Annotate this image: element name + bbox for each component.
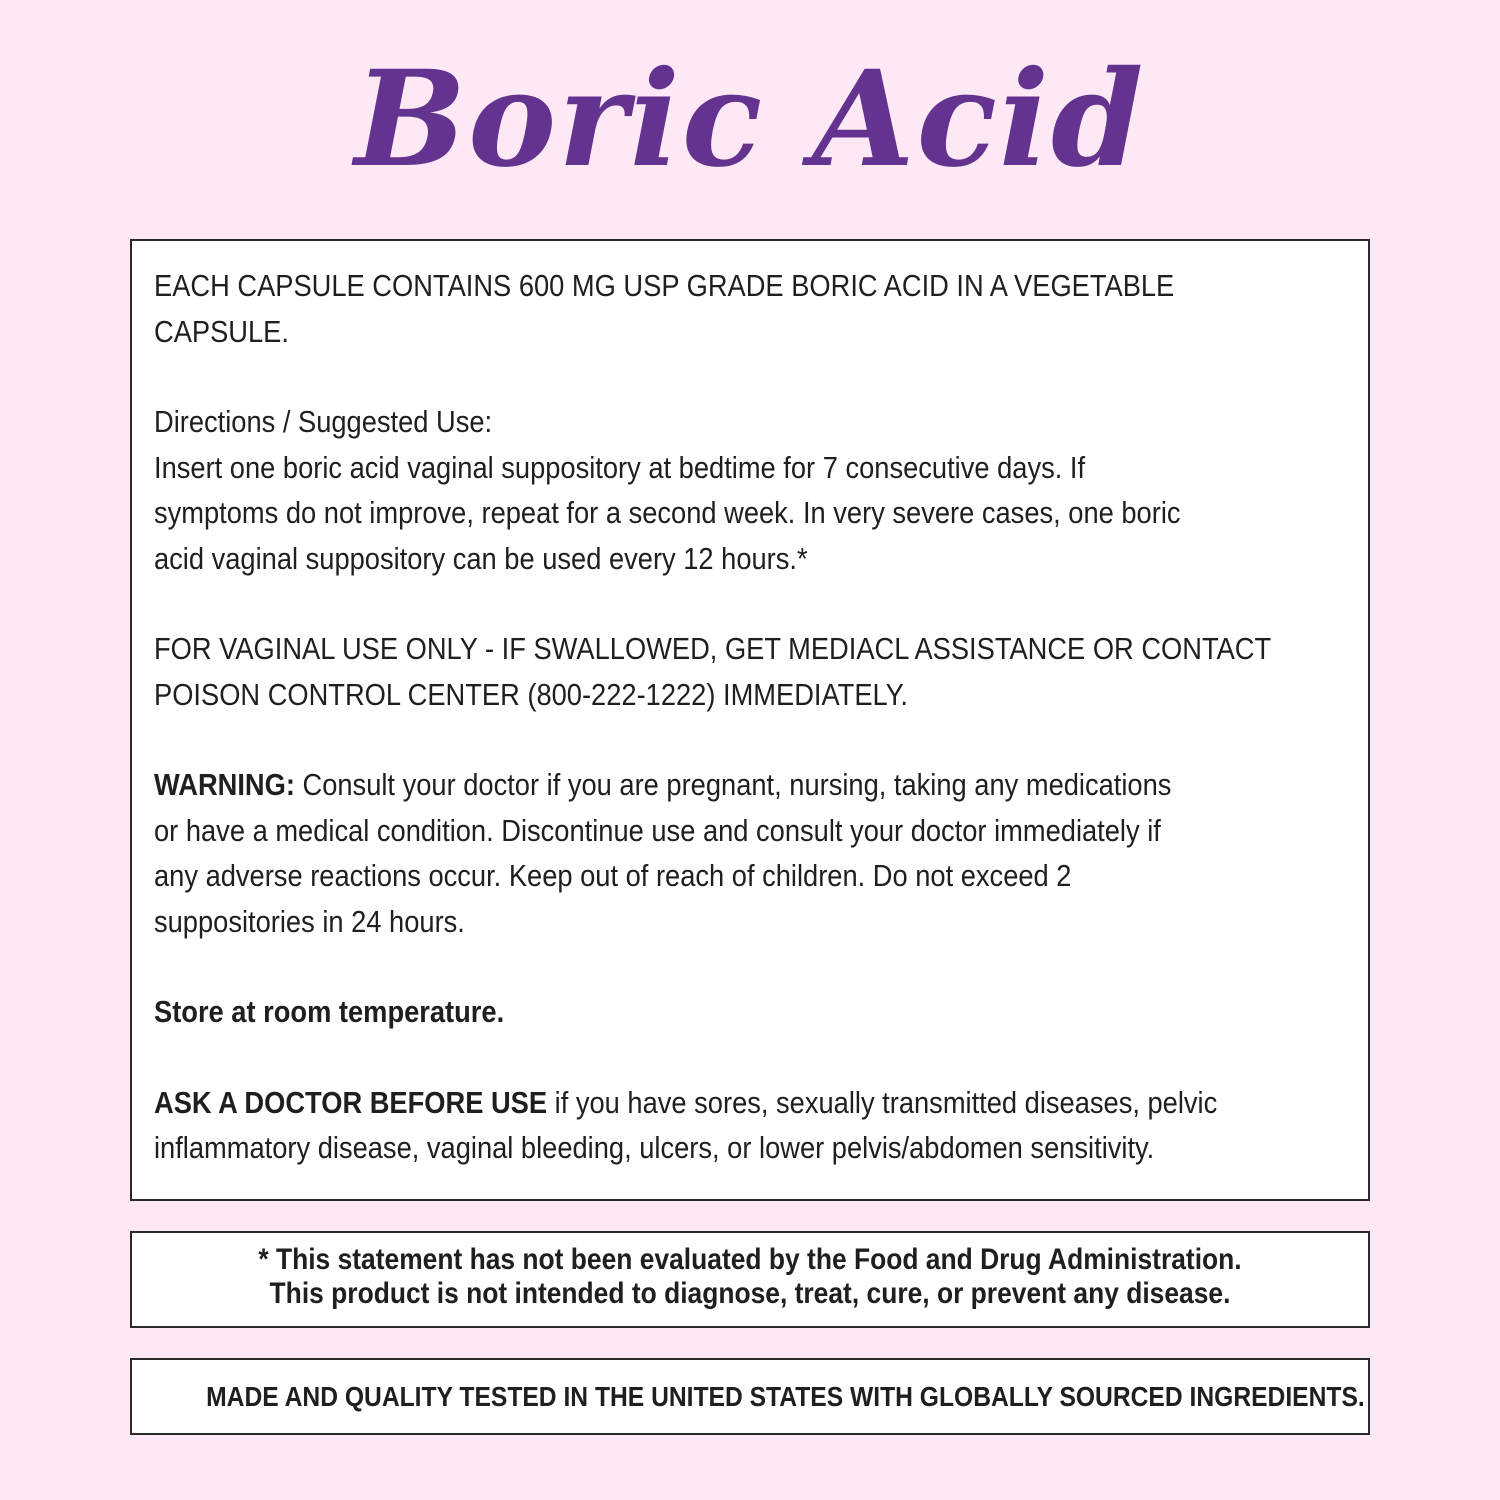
origin-panel xyxy=(130,1358,1370,1435)
vaginal-use-notice: FOR VAGINAL USE ONLY - IF SWALLOWED, GET MEDIACL ASSISTANCE OR CONTACT POISON CONTROL CENTER (800-222-1222) IMMEDIATELY. xyxy=(154,631,1272,712)
product-info-panel xyxy=(130,239,1370,1201)
ask-doctor-label: ASK A DOCTOR BEFORE USE xyxy=(154,1084,548,1120)
storage-text: Store at room temperature. xyxy=(154,994,505,1029)
page-title: Boric Acid xyxy=(354,42,1146,197)
disclaimer-line-1: * This statement has not been evaluated by the Food and Drug Administration. xyxy=(258,1243,1242,1276)
fda-disclaimer-panel xyxy=(130,1231,1370,1328)
directions-text: Insert one boric acid vaginal suppository at bedtime for 7 consecutive days. If symptoms do not improve, repeat for a second week. In very severe cases, one boric acid vaginal suppository can be used every 12 hours.* xyxy=(154,449,1181,576)
warning-label: WARNING: xyxy=(154,767,295,802)
directions-heading: Directions / Suggested Use: xyxy=(154,404,493,439)
disclaimer-line-2: This product is not intended to diagnose, treat, cure, or prevent any disease. xyxy=(269,1277,1231,1310)
origin-text: MADE AND QUALITY TESTED IN THE UNITED STATES WITH GLOBALLY SOURCED INGREDIENTS. xyxy=(206,1381,1365,1412)
warning-text: Consult your doctor if you are pregnant, nursing, taking any medications or have a medical condition. Discontinue use and consult your doctor immediately if any adverse reactions occur. Keep out of reach of children. Do not exceed 2 suppositories in 24 hours. xyxy=(154,767,1172,939)
warning-section xyxy=(154,762,1351,944)
storage-section xyxy=(154,989,1351,1035)
directions-section xyxy=(154,399,1351,581)
capsule-info-text: EACH CAPSULE CONTAINS 600 MG USP GRADE BORIC ACID IN A VEGETABLE CAPSULE. xyxy=(154,268,1175,349)
ask-doctor-text: if you have sores, sexually transmitted diseases, pelvic inflammatory disease, vaginal bleeding, ulcers, or lower pelvis/abdomen sensitivity. xyxy=(154,1084,1218,1165)
ask-doctor-section xyxy=(154,1080,1351,1171)
